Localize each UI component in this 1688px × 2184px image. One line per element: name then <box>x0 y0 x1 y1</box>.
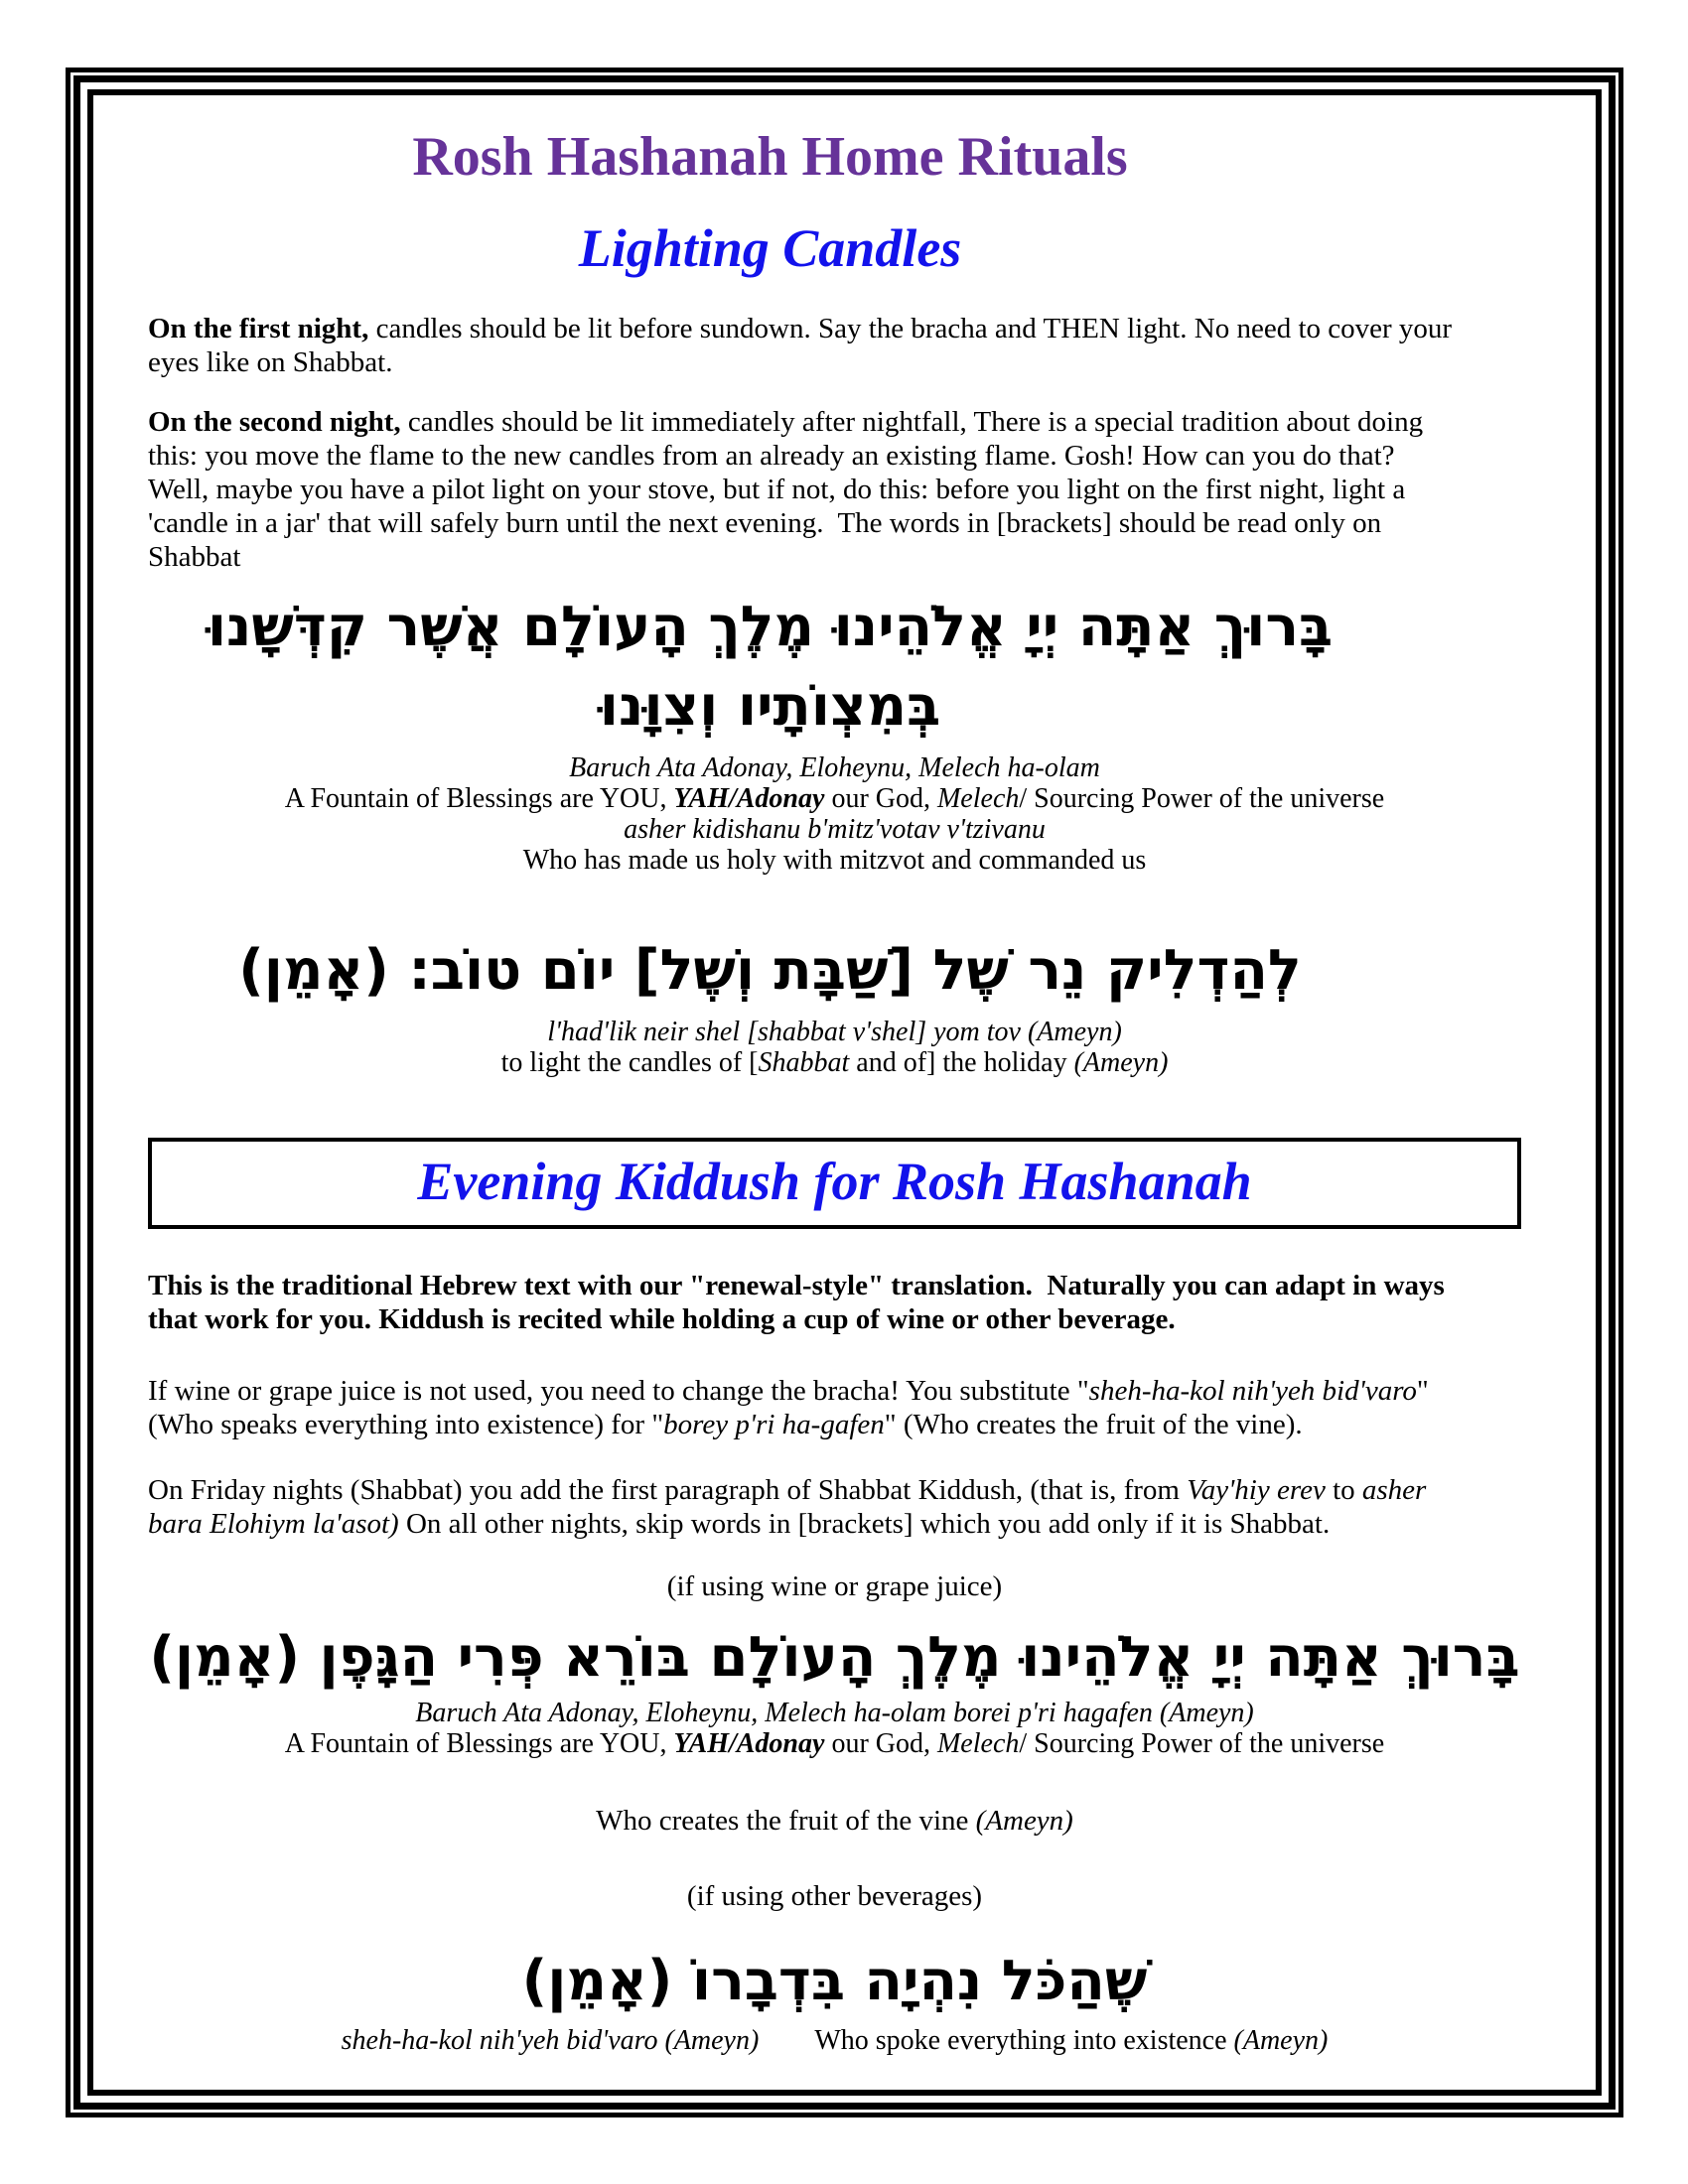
translit-hagafen <box>148 1698 1521 1728</box>
para-second-night-lead: On the second night, <box>148 406 401 438</box>
translation2-post: / Sourcing Power of the universe <box>1019 1728 1385 1759</box>
wine-sub-r3: " (Who creates the fruit of the vine). <box>884 1409 1303 1440</box>
wine-sub-i1: sheh-ha-kol nih'yeh bid'varo <box>1088 1375 1417 1407</box>
section-heading-lighting-candles: Lighting Candles <box>578 218 962 278</box>
para-second-night <box>148 405 1469 574</box>
para-first-night <box>148 312 1469 379</box>
final-ameyn: (Ameyn) <box>1233 2025 1329 2056</box>
translation-pre: A Fountain of Blessings are YOU, <box>284 783 674 814</box>
lhadlik-translation-block <box>148 1017 1521 1078</box>
para-first-night-lead: On the first night, <box>148 313 369 344</box>
para-friday-nights <box>148 1473 1469 1541</box>
who-creates-text: Who creates the fruit of the vine <box>596 1805 976 1837</box>
friday-r1: On Friday nights (Shabbat) you add the first paragraph of Shabbat Kiddush, (that is, from <box>148 1474 1188 1506</box>
ameyn-word: (Ameyn) <box>1073 1047 1169 1078</box>
hagafen-translation-block <box>148 1698 1521 1759</box>
final-translation-text: Who spoke everything into existence <box>814 2025 1234 2056</box>
final-translit-text: sheh-ha-kol nih'yeh bid'varo (Ameyn) <box>341 2025 760 2056</box>
hebrew-lhadlik-blessing: לְהַדְלִיק נֵר שֶׁל [שַׁבָּת וְשֶׁל] יוֹם טוֹב: (אָמֵן) <box>238 938 1302 1003</box>
page-title: Rosh Hashanah Home Rituals <box>412 126 1128 188</box>
decorative-border <box>66 68 1623 2117</box>
translit-asher-kidishanu-text: asher kidishanu b'mitz'votav v'tzivanu <box>624 814 1046 845</box>
hebrew-hagafen-blessing: בָּרוּךְ אַתָּה יְיָ אֱלֹהֵינוּ מֶלֶךְ הָעוֹלָם בּוֹרֵא פְּרִי הַגָּפֶן (אָמֵן) <box>149 1625 1520 1690</box>
hebrew-shehakol-blessing: שֶׁהַכֹּל נִהְיָה בִּדְבָרוֹ (אָמֵן) <box>521 1949 1148 2013</box>
para-wine-substitution <box>148 1374 1469 1441</box>
who-creates-ameyn: (Ameyn) <box>975 1805 1073 1837</box>
friday-r3: On all other nights, skip words in [brackets] which you add only if it is Shabbat. <box>398 1508 1331 1540</box>
friday-i1: Vay'hiy erev <box>1187 1474 1326 1506</box>
translit-lhadlik <box>148 1017 1521 1047</box>
wine-sub-i2: borey p'ri ha-gafen <box>663 1409 885 1440</box>
translation-post: / Sourcing Power of the universe <box>1019 783 1385 814</box>
candle-blessing-translation-block <box>148 752 1521 876</box>
para-first-night-text: candles should be lit before sundown. Say the bracha and THEN light. No need to cover your eyes like on Shabbat. <box>148 313 1460 378</box>
translation-fountain-line-2 <box>148 1728 1521 1759</box>
translation-who-has-made: Who has made us holy with mitzvot and commanded us <box>522 845 1147 876</box>
line-who-creates <box>148 1805 1521 1837</box>
wine-sub-r1: If wine or grape juice is not used, you need to change the bracha! You substitute " <box>148 1375 1089 1407</box>
note-if-wine: (if using wine or grape juice) <box>666 1570 1003 1602</box>
para-second-night-text: candles should be lit immediately after nightfall, There is a special tradition about doing this: you move the flame to the new candles from an already an existing flame. Gosh! How can you do that? Well, maybe you have a pilot light on your stove, but if not, do this: before you light on the first night, light a 'candle in a jar' that will safely burn until the next evening. The words in [brackets] should be read only on Shabbat <box>148 406 1431 573</box>
kiddush-heading-box <box>148 1138 1521 1229</box>
translation2-mid: our God, <box>824 1728 937 1759</box>
translation-fountain-line <box>148 783 1521 814</box>
translation-mid: our God, <box>824 783 937 814</box>
shabbat-word: Shabbat <box>758 1047 850 1078</box>
final-translit-and-translation <box>148 2025 1521 2056</box>
note-if-other-beverages: (if using other beverages) <box>686 1880 983 1912</box>
decorative-border-inner <box>87 89 1602 2096</box>
to-light-mid: and of] the holiday <box>849 1047 1074 1078</box>
translit-asher-kidishanu <box>148 814 1521 845</box>
melech-word-2: Melech <box>936 1728 1020 1759</box>
translit-lhadlik-text: l'had'lik neir shel [shabbat v'shel] yom tov (Ameyn) <box>547 1017 1122 1047</box>
divine-name: YAH/Adonay <box>673 783 825 814</box>
to-light-pre: to light the candles of [ <box>500 1047 759 1078</box>
friday-r2: to <box>1325 1474 1362 1506</box>
divine-name-2: YAH/Adonay <box>673 1728 825 1759</box>
translation-to-light <box>148 1047 1521 1078</box>
melech-word: Melech <box>936 783 1020 814</box>
translit-baruch-ata-text: Baruch Ata Adonay, Eloheynu, Melech ha-olam <box>569 752 1100 783</box>
translit-hagafen-text: Baruch Ata Adonay, Eloheynu, Melech ha-olam borei p'ri hagafen (Ameyn) <box>415 1698 1254 1728</box>
hebrew-candle-blessing: בָּרוּךְ אַתָּה יְיָ אֱלֹהֵינוּ מֶלֶךְ הָעוֹלָם אֲשֶׁר קִדְּשָׁנוּ בְּמִצְוֹתָיו וְצִוָּנוּ <box>207 595 1334 739</box>
friday-i2: asher bara Elohiym la'asot) <box>148 1474 1434 1540</box>
section-heading-evening-kiddush: Evening Kiddush for Rosh Hashanah <box>417 1152 1252 1211</box>
page-content <box>93 95 1596 2056</box>
wine-sub-r2: " (Who speaks everything into existence) for " <box>148 1375 1436 1440</box>
translation2-pre: A Fountain of Blessings are YOU, <box>284 1728 674 1759</box>
kiddush-intro: This is the traditional Hebrew text with our "renewal-style" translation. Naturally you can adapt in ways that work for you. Kiddush is recited while holding a cup of wine or other beverage. <box>148 1270 1453 1335</box>
decorative-border-middle <box>73 75 1616 2110</box>
translit-baruch-ata <box>148 752 1521 783</box>
